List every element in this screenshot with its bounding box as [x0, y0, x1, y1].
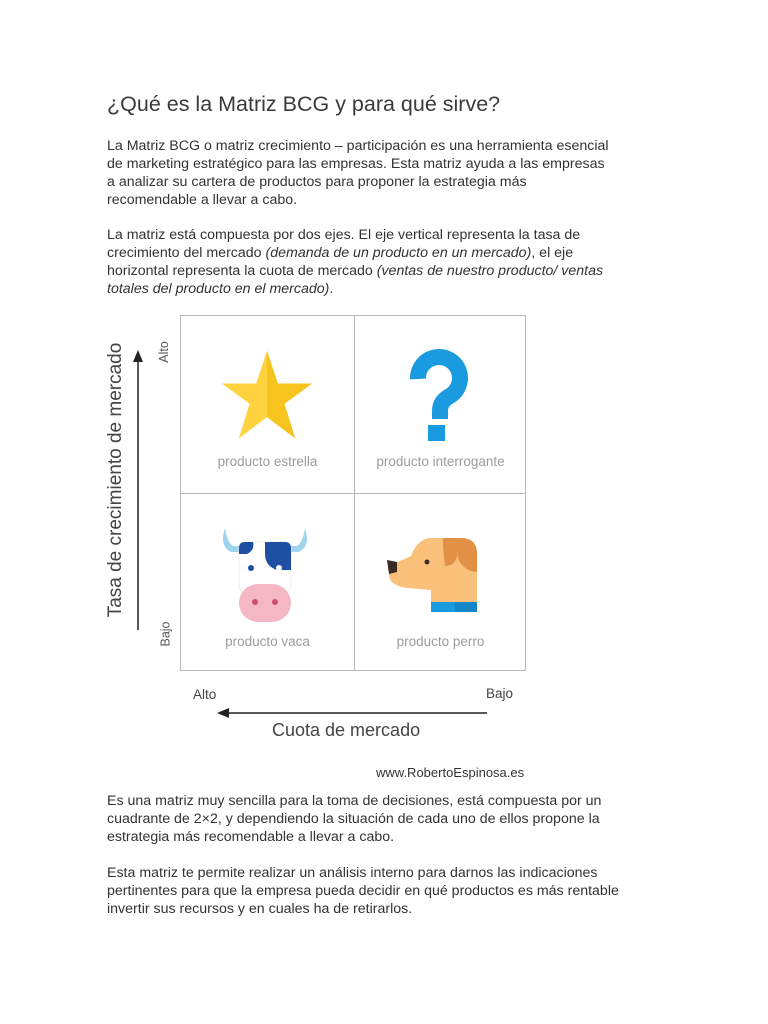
italic-segment: (demanda de un producto en un mercado) — [265, 245, 532, 261]
axes-paragraph — [107, 226, 667, 298]
bcg-matrix — [180, 315, 526, 671]
italic-segment: (ventas de nuestro producto/ ventas — [376, 263, 604, 279]
text-segment: crecimiento del mercado — [107, 245, 266, 261]
cow-icon — [219, 526, 311, 624]
intro-paragraph — [107, 137, 667, 209]
x-axis-low-label: Bajo — [486, 686, 514, 701]
italic-segment: totales del producto en el mercado) — [107, 281, 330, 297]
text-line — [107, 226, 667, 244]
dog-icon — [387, 538, 479, 618]
quadrant-label-dog: producto perro — [396, 634, 485, 649]
text-segment: horizontal representa la cuota de mercado — [107, 263, 377, 279]
text-line: pertinentes para que la empresa pueda decidir en qué productos es más rentable — [107, 883, 619, 899]
y-axis-low-label: Bajo — [158, 621, 173, 647]
text-line: cuadrante de 2×2, y dependiendo la situación de cada uno de ellos propone la — [107, 811, 600, 827]
x-axis-arrow — [217, 705, 489, 721]
outro-paragraph-2 — [107, 864, 667, 918]
x-axis-label: Cuota de mercado — [272, 720, 421, 740]
text-line: estrategia más recomendable a llevar a cabo. — [107, 829, 395, 845]
text-segment: La matriz está compuesta por dos ejes. El eje vertical representa la tasa de — [107, 227, 581, 243]
text-line: de marketing estratégico para las empresas. Esta matriz ayuda a las empresas — [107, 156, 605, 172]
source-credit: www.RobertoEspinosa.es — [376, 765, 525, 780]
x-axis-high-label: Alto — [193, 687, 217, 702]
text-segment: . — [329, 281, 334, 297]
text-line: La Matriz BCG o matriz crecimiento – participación es una herramienta esencial — [107, 138, 609, 154]
star-icon — [221, 350, 313, 440]
y-axis-label: Tasa de crecimiento de mercado — [105, 342, 126, 618]
text-line: recomendable a llevar a cabo. — [107, 192, 298, 208]
text-line: Es una matriz muy sencilla para la toma de decisiones, está compuesta por un — [107, 793, 602, 809]
question-mark-icon — [408, 349, 470, 443]
y-axis-arrow — [130, 350, 146, 630]
text-segment: , el eje — [531, 245, 574, 261]
text-line — [107, 262, 667, 280]
text-line — [107, 280, 667, 298]
quadrant-label-question: producto interrogante — [376, 454, 505, 469]
text-line: Esta matriz te permite realizar un análisis interno para darnos las indicaciones — [107, 865, 598, 881]
matrix-divider-horizontal — [181, 493, 525, 494]
y-axis-high-label: Alto — [156, 341, 171, 363]
text-line — [107, 244, 667, 262]
page-title: ¿Qué es la Matriz BCG y para qué sirve? — [107, 92, 501, 116]
quadrant-label-cow: producto vaca — [225, 634, 310, 649]
text-line: a analizar su cartera de productos para proponer la estrategia más — [107, 174, 527, 190]
quadrant-label-star: producto estrella — [217, 454, 318, 469]
outro-paragraph-1 — [107, 792, 667, 846]
text-line: invertir sus recursos y en cuales ha de retirarlos. — [107, 901, 413, 917]
